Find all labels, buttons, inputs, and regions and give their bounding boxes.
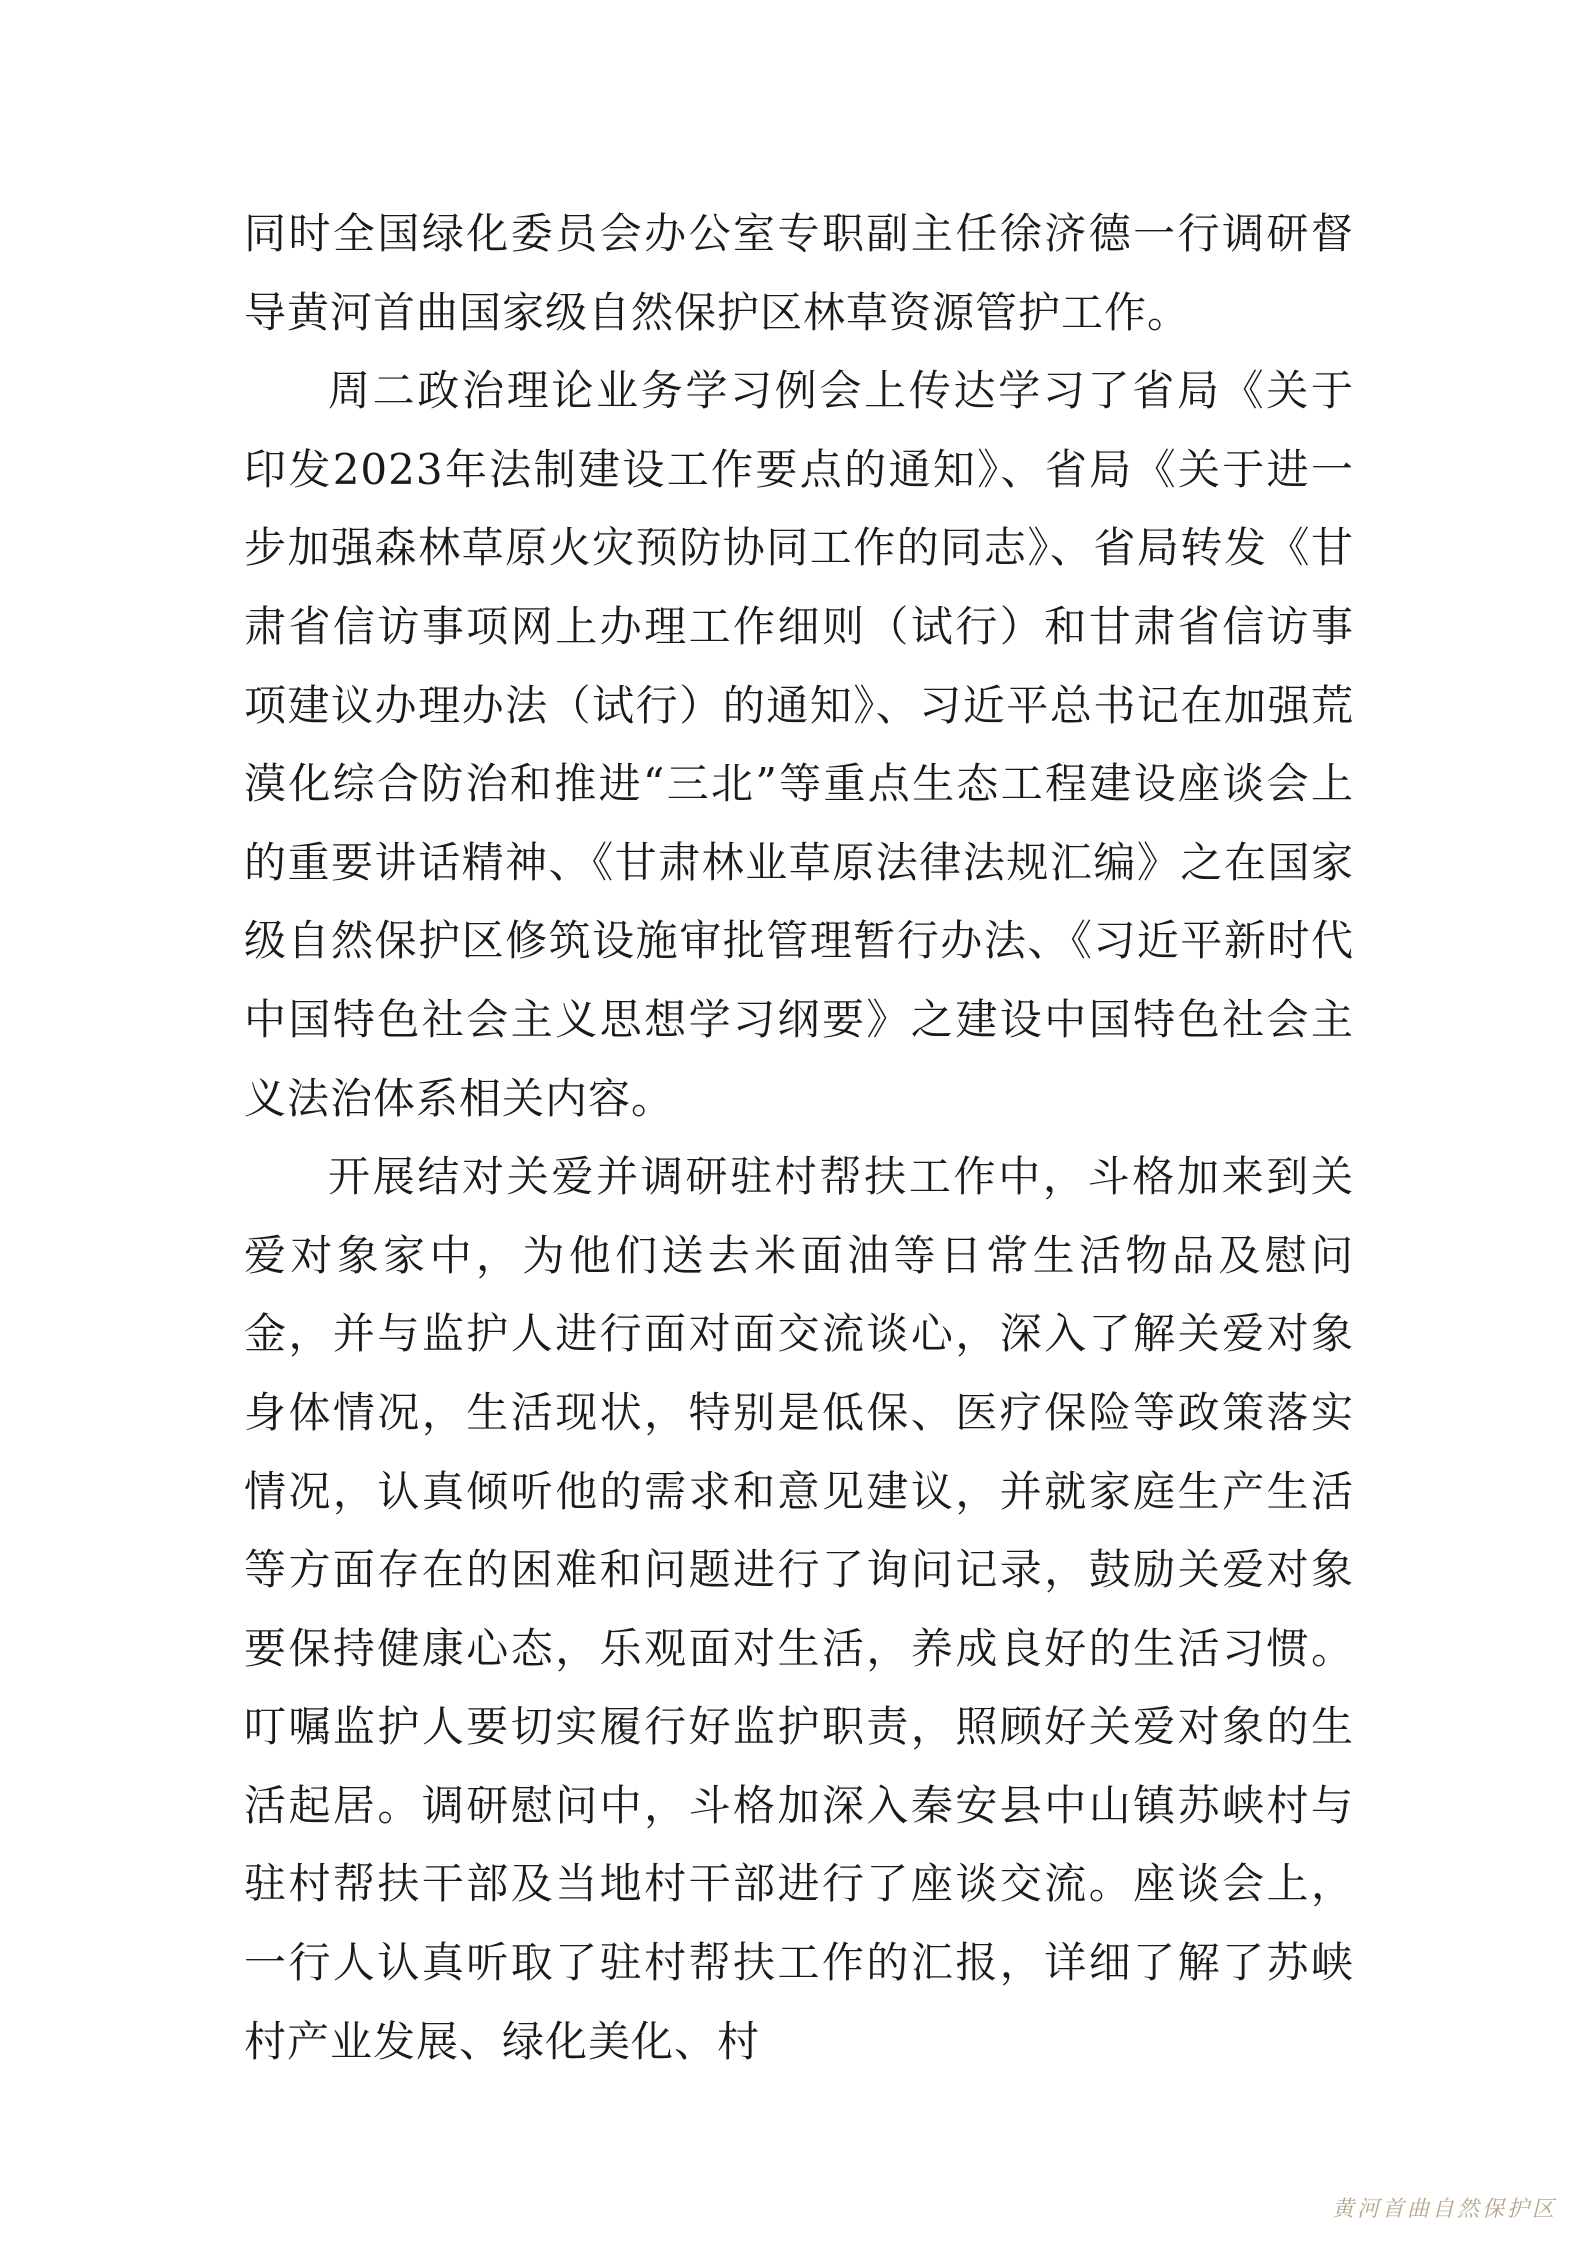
watermark-text: 黄河首曲自然保护区 [1331, 2197, 1557, 2222]
paragraph-study-meeting: 周二政治理论业务学习例会上传达学习了省局《关于印发2023年法制建设工作要点的通知》、省局《关于进一步加强森林草原火灾预防协同工作的同志》、省局转发《甘肃省信访事项网上办理工作细则（试行）和甘肃省信访事项建议办理办法（试行）的通知》、习近平总书记在加强荒漠化综合防治和推进“三北”等重点生态工程建设座谈会上的重要讲话精神、《甘肃林业草原法律法规汇编》之在国家级自然保护区修筑设施审批管理暂行办法、《习近平新时代中国特色社会主义思想学习纲要》之建设中国特色社会主义法治体系相关内容。 [244, 366, 1354, 1123]
paragraph-continuation: 同时全国绿化委员会办公室专职副主任徐济德一行调研督导黄河首曲国家级自然保护区林草资源管护工作。 [244, 209, 1354, 337]
paragraph-village-assistance: 开展结对关爱并调研驻村帮扶工作中，斗格加来到关爱对象家中，为他们送去米面油等日常生活物品及慰问金，并与监护人进行面对面交流谈心，深入了解关爱对象身体情况，生活现状，特别是低保、医疗保险等政策落实情况，认真倾听他的需求和意见建议，并就家庭生产生活等方面存在的困难和问题进行了询问记录，鼓励关爱对象要保持健康心态，乐观面对生活，养成良好的生活习惯。叮嘱监护人要切实履行好监护职责，照顾好关爱对象的生活起居。调研慰问中，斗格加深入秦安县中山镇苏峡村与驻村帮扶干部及当地村干部进行了座谈交流。座谈会上，一行人认真听取了驻村帮扶工作的汇报，详细了解了苏峡村产业发展、绿化美化、村 [244, 1152, 1354, 2066]
document-body [244, 195, 1354, 2081]
